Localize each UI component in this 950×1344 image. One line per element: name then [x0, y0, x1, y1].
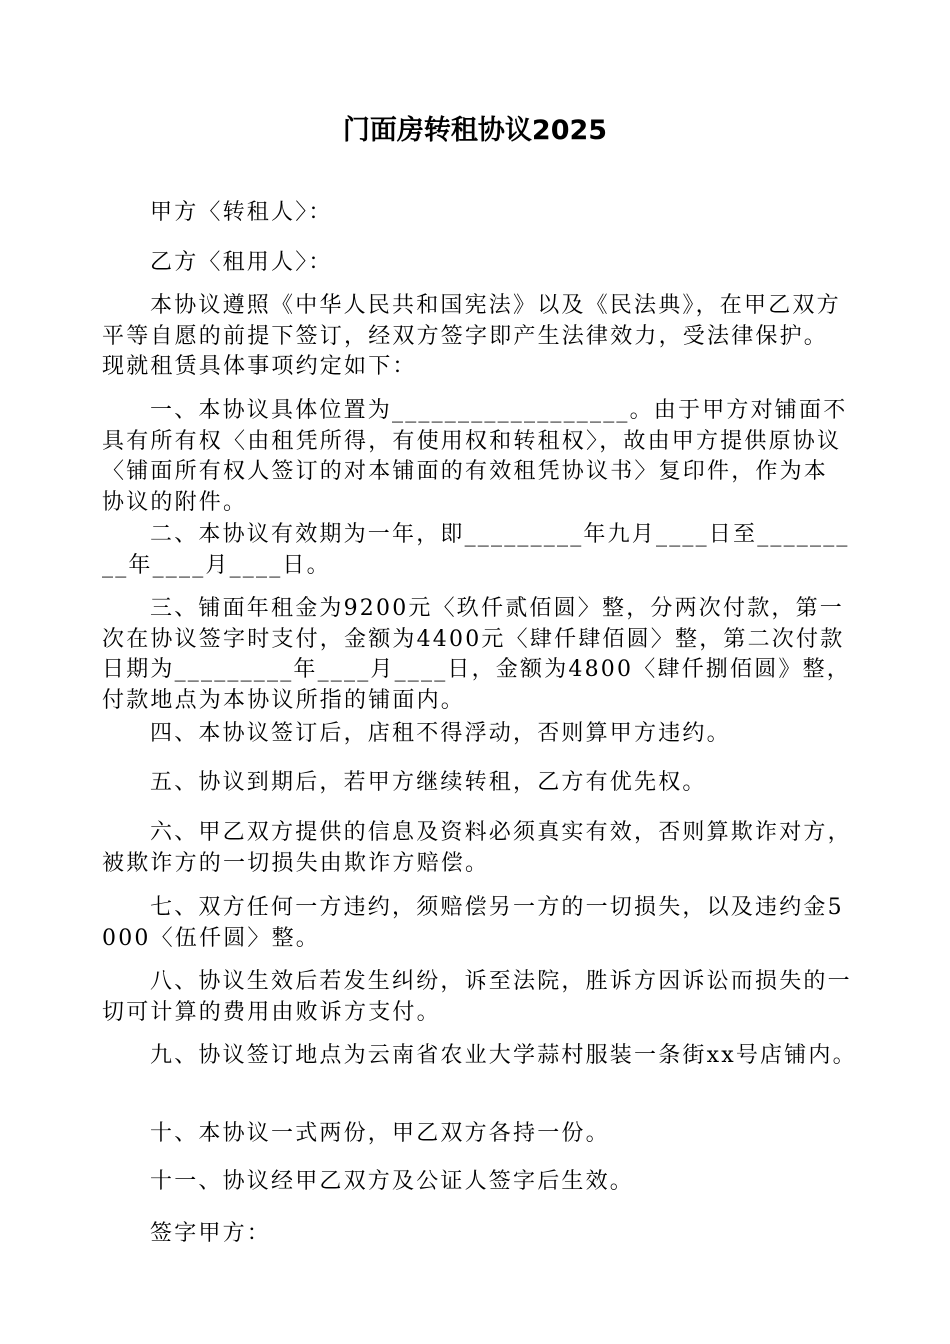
- clause-11-paragraph: 十一、协议经甲乙双方及公证人签字后生效。: [150, 1169, 635, 1194]
- clause-3-paragraph: 三、铺面年租金为9200元〈玖仟贰佰圆〉整，分两次付款，第一次在协议签字时支付，金额为4400元〈肆仟肆佰圆〉整，第二次付款日期为_________年____月____日，金额为4800〈肆仟捌佰圆》整，付款地点为本协议所指的铺面内。: [102, 596, 851, 713]
- clause-8-paragraph: 八、协议生效后若发生纠纷，诉至法院，胜诉方因诉讼而损失的一切可计算的费用由败诉方支付。: [102, 969, 852, 1025]
- document-title: 门面房转租协议2025: [342, 115, 608, 146]
- clause-1-paragraph: 一、本协议具体位置为__________________。由于甲方对铺面不具有所有权〈由租凭所得，有使用权和转租权〉，故由甲方提供原协议〈铺面所有权人签订的对本铺面的有效租凭协议书〉复印件，作为本协议的附件。: [102, 398, 848, 515]
- clause-5-paragraph: 五、协议到期后，若甲方继续转租，乙方有优先权。: [150, 770, 707, 795]
- party-b-line: 乙方〈租用人〉：: [150, 250, 333, 275]
- clause-9-paragraph: 九、协议签订地点为云南省农业大学蒜村服装一条街xx号店铺内。: [150, 1043, 857, 1068]
- party-a-line: 甲方〈转租人〉：: [150, 200, 333, 225]
- clause-4-paragraph: 四、本协议签订后，店租不得浮动，否则算甲方违约。: [150, 721, 731, 746]
- clause-6-paragraph: 六、甲乙双方提供的信息及资料必须真实有效，否则算欺诈对方，被欺诈方的一切损失由欺诈方赔偿。: [102, 820, 852, 876]
- clause-10-paragraph: 十、本协议一式两份，甲乙双方各持一份。: [150, 1121, 610, 1146]
- clause-2-paragraph: 二、本协议有效期为一年，即_________年九月____日至_________年____月____日。: [102, 522, 850, 578]
- clause-7-paragraph: 七、双方任何一方违约，须赔偿另一方的一切损失，以及违约金5000〈伍仟圆〉整。: [102, 895, 844, 951]
- intro-paragraph: 本协议遵照《中华人民共和国宪法》以及《民法典》，在甲乙双方平等自愿的前提下签订，经双方签字即产生法律效力，受法律保护。现就租赁具体事项约定如下：: [102, 293, 841, 379]
- signature-party-a: 签字甲方：: [150, 1221, 272, 1246]
